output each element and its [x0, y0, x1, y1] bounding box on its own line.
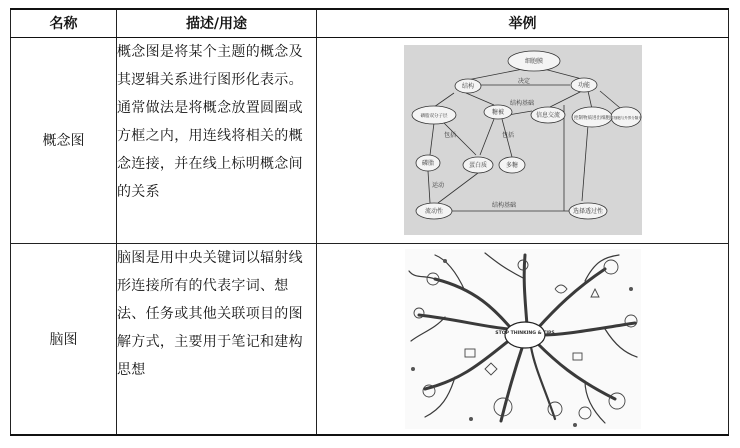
concept-node-label: 细胞膜: [524, 58, 543, 65]
row-name: 脑图: [11, 243, 117, 435]
mind-map-figure: [405, 249, 641, 429]
concept-map-figure: [404, 45, 642, 235]
concept-node-label: 流动性: [424, 208, 443, 215]
table-row-concept-map: [11, 37, 729, 243]
concept-link-label: 包括: [501, 132, 514, 139]
concept-node-label: 蛋白质: [468, 162, 487, 169]
comparison-table: [10, 8, 729, 436]
row-description: 概念图是将某个主题的概念及其逻辑关系进行图形化表示。通常做法是将概念放置圆圈或方框之内，用连线将相关的概念连接，并在线上标明概念间的关系: [117, 37, 317, 243]
mind-map-center-label: STOP THINKING & TIPS: [494, 330, 555, 336]
concept-node-label: 糖被: [491, 109, 504, 116]
table-row-mind-map: [11, 243, 729, 435]
concept-node-label: 结构: [461, 83, 474, 90]
concept-node-label: 将细胞与外界分隔开: [609, 116, 642, 120]
concept-link-label: 结构基础: [509, 100, 534, 107]
row-name: 概念图: [11, 37, 117, 243]
concept-node-label: 多糖: [505, 162, 518, 169]
concept-link-label: 包括: [443, 132, 456, 139]
row-example-cell: [317, 243, 729, 435]
concept-link-label: 运动: [431, 182, 444, 189]
concept-node-label: 磷脂双分子层: [420, 114, 447, 119]
concept-node-label: 信息交流: [535, 112, 560, 119]
header-name: 名称: [11, 9, 117, 37]
concept-node-label: 功能: [577, 82, 590, 89]
concept-link-label: 决定: [517, 78, 530, 85]
row-description: 脑图是用中央关键词以辐射线形连接所有的代表字词、想法、任务或其他关联项目的图解方式，主要用于笔记和建构思想: [117, 243, 317, 435]
concept-link-label: 结构基础: [491, 202, 516, 209]
header-row: [11, 9, 729, 37]
header-example: 举例: [317, 9, 729, 37]
concept-node-label: 选择透过性: [572, 208, 603, 215]
header-description: 描述/用途: [117, 9, 317, 37]
row-example-cell: [317, 37, 729, 243]
concept-node-label: 控制物质进出细胞: [573, 116, 610, 121]
concept-node-label: 磷脂: [421, 160, 434, 167]
